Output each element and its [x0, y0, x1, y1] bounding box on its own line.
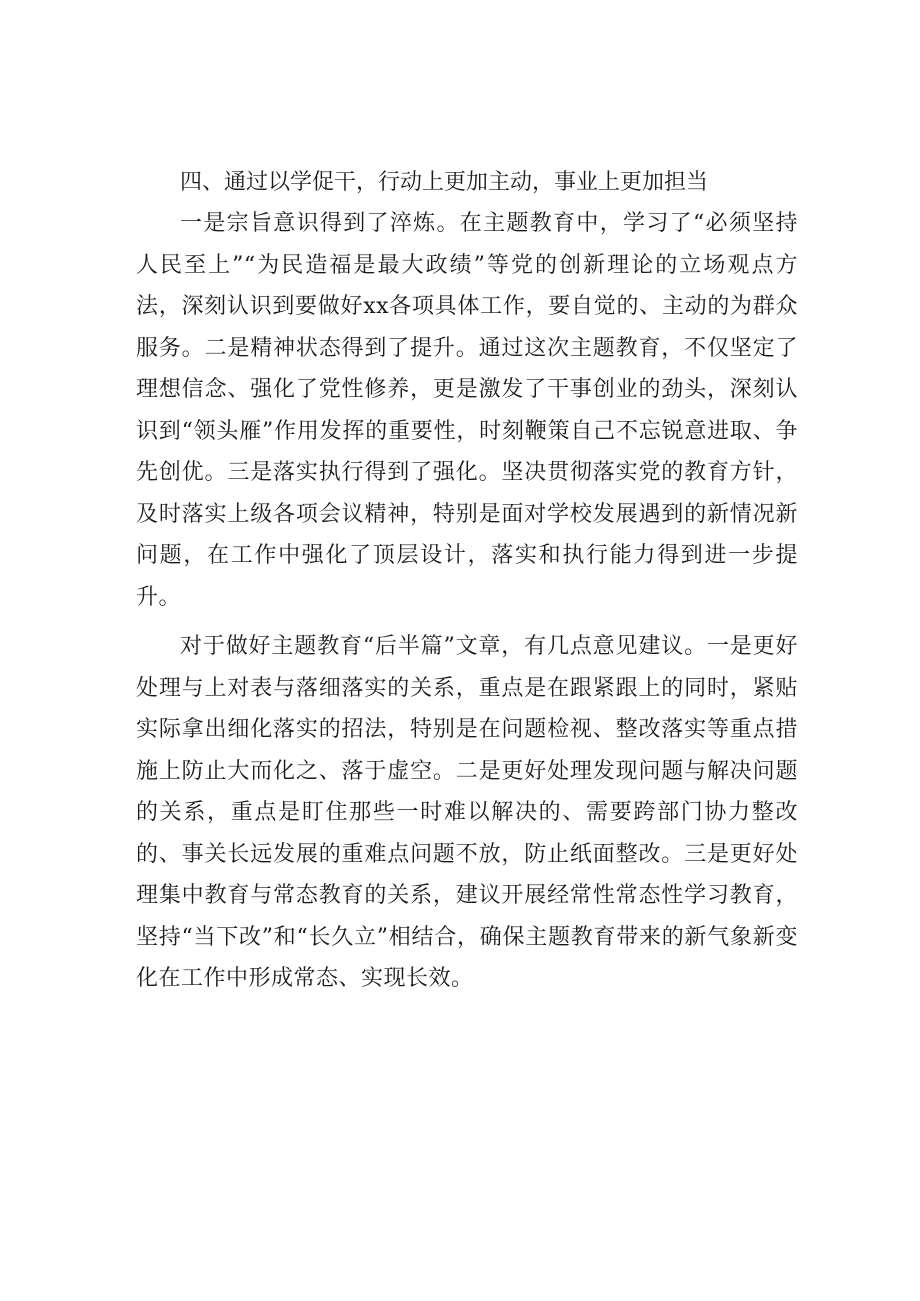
paragraph-1: 一是宗旨意识得到了淬炼。在主题教育中，学习了“必须坚持人民至上”“为民造福是最大政绩”等党的创新理论的立场观点方法，深刻认识到要做好xx各项具体工作，要自觉的、主动的为群众服务。二是精神状态得到了提升。通过这次主题教育，不仅坚定了理想信念、强化了党性修养，更是激发了干事创业的劲头，深刻认识到“领头雁”作用发挥的重要性，时刻鞭策自己不忘锐意进取、争先创优。三是落实执行得到了强化。坚决贯彻落实党的教育方针，及时落实上级各项会议精神，特别是面对学校发展遇到的新情况新问题，在工作中强化了顶层设计，落实和执行能力得到进一步提升。: [136, 211, 798, 610]
document-body: [136, 162, 798, 1000]
section-heading: 四、通过以学促干，行动上更加主动，事业上更加担当: [180, 170, 709, 195]
paragraph-spacer: [136, 618, 798, 626]
paragraph-2: 对于做好主题教育“后半篇”文章，有几点意见建议。一是更好处理与上对表与落细落实的关系，重点是在跟紧跟上的同时，紧贴实际拿出细化落实的招法，特别是在问题检视、整改落实等重点措施上防止大而化之、落于虚空。二是更好处理发现问题与解决问题的关系，重点是盯住那些一时难以解决的、需要跨部门协力整改的、事关长远发展的重难点问题不放，防止纸面整改。三是更好处理集中教育与常态教育的关系，建议开展经常性常态性学习教育，坚持“当下改”和“长久立”相结合，确保主题教育带来的新气象新变化在工作中形成常态、实现长效。: [136, 634, 798, 991]
